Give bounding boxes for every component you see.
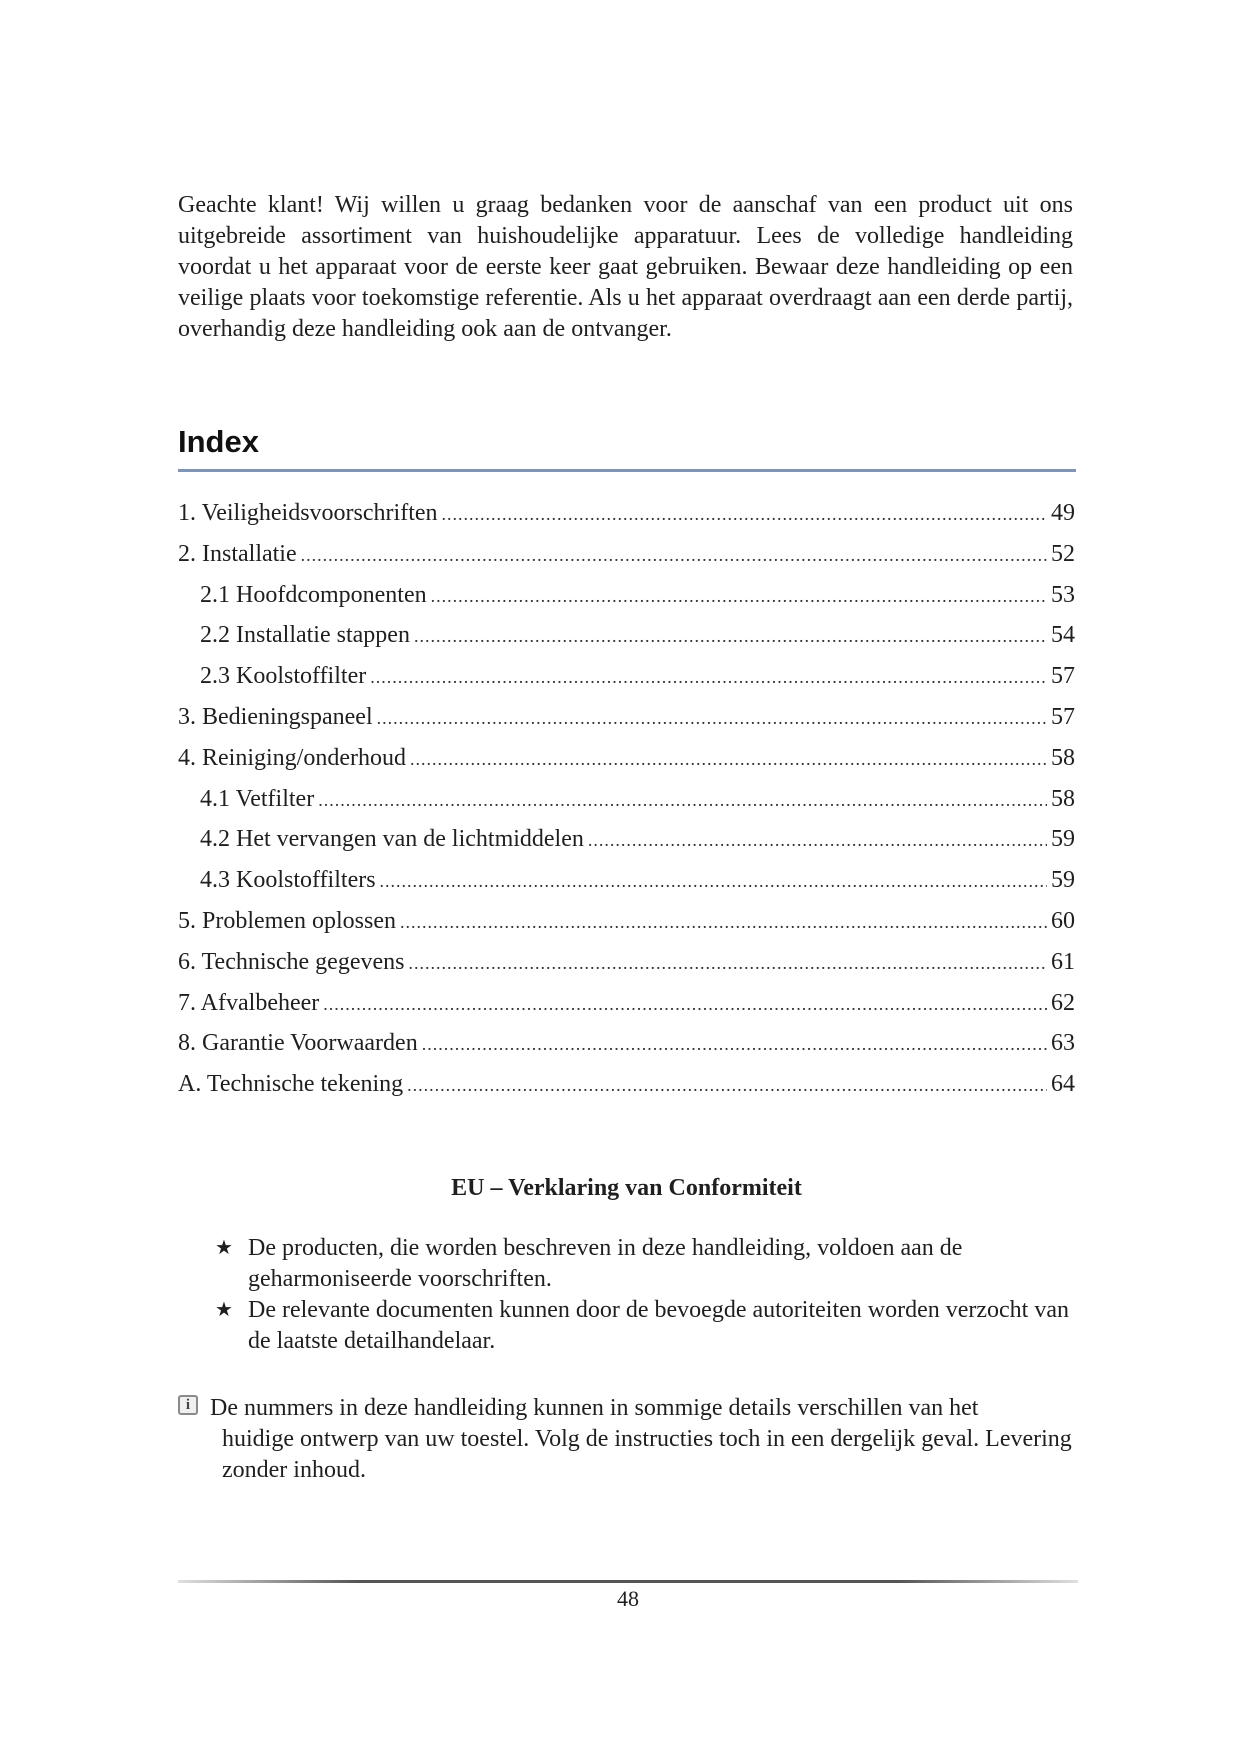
info-icon: i xyxy=(178,1395,198,1415)
toc-dot-leader xyxy=(588,830,1047,851)
table-of-contents xyxy=(178,500,1075,1112)
toc-entry-label: 4. Reiniging/onderhoud xyxy=(178,744,406,771)
toc-entry[interactable] xyxy=(178,826,1075,867)
toc-dot-leader xyxy=(431,586,1047,607)
list-item xyxy=(215,1295,1075,1357)
page-number: 48 xyxy=(617,1586,639,1611)
toc-entry[interactable] xyxy=(178,704,1075,745)
toc-dot-leader xyxy=(408,953,1047,974)
toc-entry[interactable] xyxy=(178,908,1075,949)
toc-entry-label: 5. Problemen oplossen xyxy=(178,907,396,934)
toc-entry-page: 57 xyxy=(1051,663,1075,690)
toc-entry[interactable] xyxy=(178,663,1075,704)
toc-entry-label: 4.1 Vetfilter xyxy=(200,785,315,812)
toc-entry-page: 63 xyxy=(1051,1030,1075,1057)
toc-entry[interactable] xyxy=(178,745,1075,786)
toc-entry[interactable] xyxy=(178,786,1075,827)
intro-paragraph: Geachte klant! Wij willen u graag bedanken voor de aanschaf van een product uit ons uitgebreide assortiment van huishoudelijke apparatuur. Lees de volledige handleiding voordat u het apparaat voor de eerste keer gaat gebruiken. Bewaar deze handleiding op een veilige plaats voor toekomstige referentie. Als u het apparaat overdraagt aan een derde partij, overhandig deze handleiding ook aan de ontvanger. xyxy=(178,192,1073,342)
index-heading: Index xyxy=(178,424,259,459)
toc-entry-page: 52 xyxy=(1051,540,1075,567)
star-bullet-icon: ★ xyxy=(215,1299,233,1321)
toc-entry[interactable] xyxy=(178,867,1075,908)
toc-entry-page: 57 xyxy=(1051,703,1075,730)
star-bullet-icon: ★ xyxy=(215,1237,233,1259)
toc-entry[interactable] xyxy=(178,582,1075,623)
toc-entry[interactable] xyxy=(178,949,1075,990)
toc-entry-page: 64 xyxy=(1051,1071,1075,1098)
info-note xyxy=(178,1393,1078,1486)
toc-entry-label: 2.3 Koolstoffilter xyxy=(200,663,367,690)
toc-entry-page: 49 xyxy=(1051,500,1075,526)
toc-dot-leader xyxy=(318,790,1047,811)
toc-entry-page: 54 xyxy=(1051,622,1075,649)
toc-entry-label: 3. Bedieningspaneel xyxy=(178,703,373,730)
toc-entry[interactable] xyxy=(178,1030,1075,1071)
toc-entry-page: 60 xyxy=(1051,907,1075,934)
toc-dot-leader xyxy=(370,667,1047,688)
toc-entry[interactable] xyxy=(178,500,1075,541)
toc-entry-page: 59 xyxy=(1051,826,1075,853)
toc-entry-page: 61 xyxy=(1051,948,1075,975)
toc-entry-label: 2.1 Hoofdcomponenten xyxy=(200,581,427,608)
toc-dot-leader xyxy=(380,871,1047,892)
list-item-text: De relevante documenten kunnen door de bevoegde autoriteiten worden verzocht van de laatste detailhandelaar. xyxy=(248,1297,1070,1354)
toc-dot-leader xyxy=(422,1034,1047,1055)
toc-entry-page: 58 xyxy=(1051,785,1075,812)
toc-entry-label: 2.2 Installatie stappen xyxy=(200,622,410,649)
toc-dot-leader xyxy=(400,912,1047,933)
toc-dot-leader xyxy=(323,994,1047,1015)
eu-conformity-heading: EU – Verklaring van Conformiteit xyxy=(451,1175,802,1201)
toc-entry[interactable] xyxy=(178,990,1075,1031)
toc-entry[interactable] xyxy=(178,1071,1075,1112)
toc-dot-leader xyxy=(407,1075,1047,1096)
note-text-continuation: huidige ontwerp van uw toestel. Volg de instructies toch in een dergelijk geval. Levering zonder inhoud. xyxy=(222,1426,1072,1483)
toc-entry-label: 7. Afvalbeheer xyxy=(178,989,320,1016)
toc-entry-page: 58 xyxy=(1051,744,1075,771)
toc-dot-leader xyxy=(414,626,1047,647)
toc-entry[interactable] xyxy=(178,622,1075,663)
toc-entry-page: 59 xyxy=(1051,867,1075,894)
eu-conformity-list xyxy=(215,1233,1075,1357)
toc-dot-leader xyxy=(442,504,1047,525)
footer-divider xyxy=(178,1580,1078,1583)
toc-entry-page: 62 xyxy=(1051,989,1075,1016)
toc-entry-label: 2. Installatie xyxy=(178,540,297,567)
toc-dot-leader xyxy=(301,545,1047,566)
toc-dot-leader xyxy=(377,708,1047,729)
list-item xyxy=(215,1233,1075,1295)
index-divider xyxy=(178,469,1076,472)
list-item-text: De producten, die worden beschreven in deze handleiding, voldoen aan de geharmoniseerde voorschriften. xyxy=(248,1235,963,1292)
toc-entry-label: 4.3 Koolstoffilters xyxy=(200,867,376,894)
toc-entry[interactable] xyxy=(178,541,1075,582)
toc-entry-label: A. Technische tekening xyxy=(178,1071,404,1098)
note-text-first-line: De nummers in deze handleiding kunnen in sommige details verschillen van het xyxy=(210,1395,979,1421)
toc-entry-label: 8. Garantie Voorwaarden xyxy=(178,1030,418,1057)
toc-dot-leader xyxy=(410,749,1047,770)
toc-entry-label: 4.2 Het vervangen van de lichtmiddelen xyxy=(200,826,584,853)
toc-entry-label: 1. Veiligheidsvoorschriften xyxy=(178,500,438,526)
toc-entry-page: 53 xyxy=(1051,581,1075,608)
toc-entry-label: 6. Technische gegevens xyxy=(178,948,405,975)
